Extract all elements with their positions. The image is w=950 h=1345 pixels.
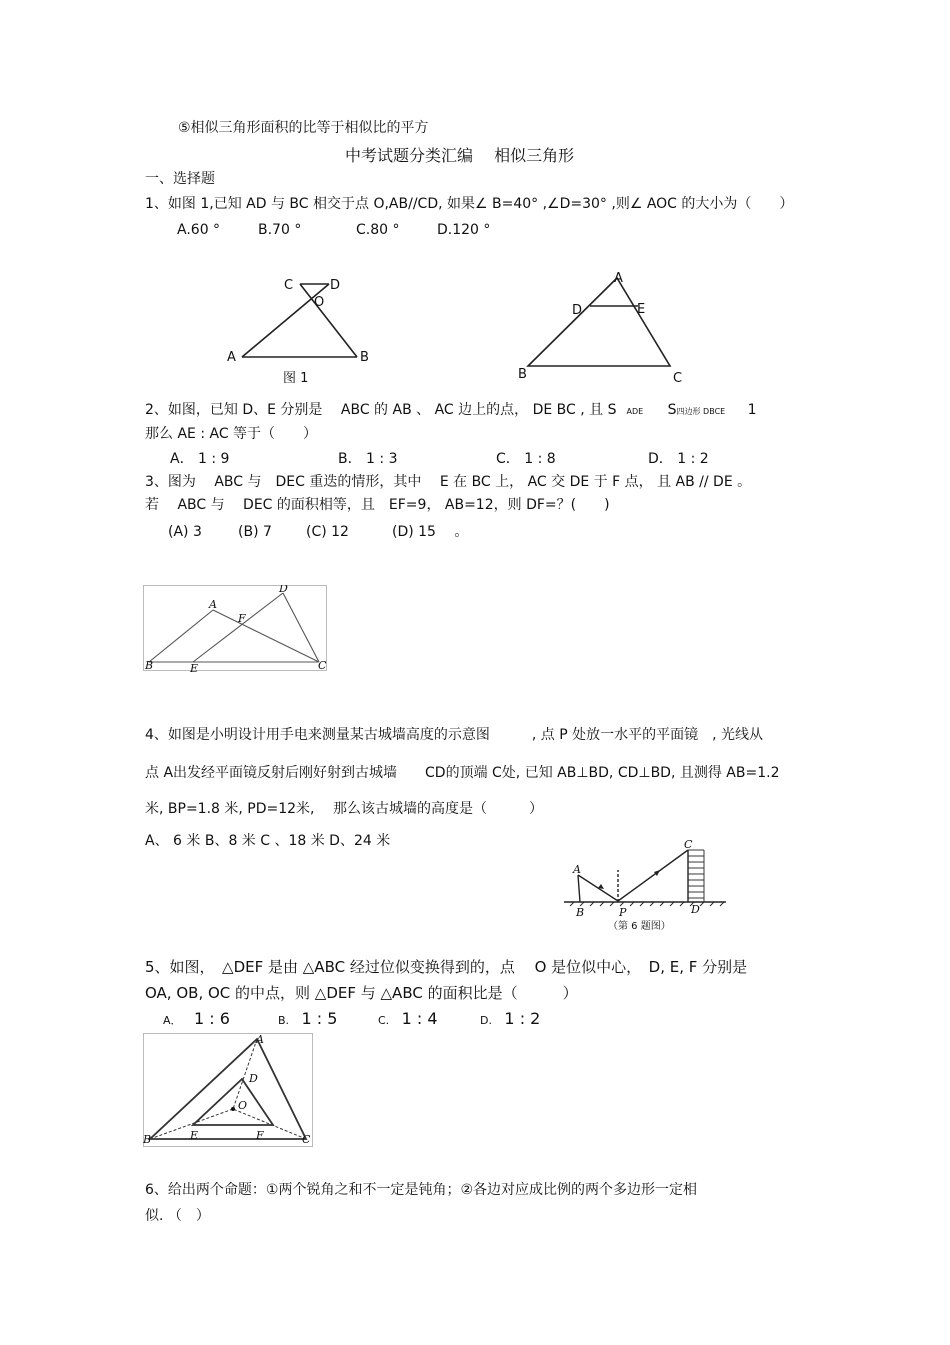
- segment-dc: [283, 593, 319, 662]
- question-5-option-b: [278, 1009, 337, 1029]
- label-f: F: [256, 1129, 264, 1142]
- question-1-option-a: A.60 °: [177, 222, 221, 238]
- question-2-option-c: C． 1 : 8: [496, 451, 556, 467]
- label-d: D: [572, 303, 583, 318]
- figure-question-4: [560, 835, 730, 935]
- segment-ab: [578, 875, 580, 902]
- light-ray-out: [618, 850, 688, 901]
- label-c: C: [684, 838, 693, 851]
- question-3-line-1: 3、图为 ABC 与 DEC 重迭的情形，其中 E 在 BC 上， AC 交 DE 于 F 点， 且 AB // DE 。: [145, 474, 752, 490]
- question-1-option-b: B.70 °: [258, 222, 302, 238]
- question-5-line-2: OA, OB, OC 的中点，则 △DEF 与 △ABC 的面积比是（ ）: [145, 984, 578, 1002]
- label-e: E: [190, 662, 199, 673]
- question-2-s2: S: [667, 402, 677, 418]
- triangle-abc: [150, 1039, 306, 1139]
- label-d: D: [691, 903, 700, 916]
- question-5-option-a-value: 1 : 6: [193, 1009, 230, 1028]
- figure-question-5: [143, 1033, 315, 1149]
- question-6-line-1: 6、给出两个命题：①两个锐角之和不一定是钝角；②各边对应成比例的两个多边形一定相: [145, 1182, 698, 1198]
- question-5-option-d: [480, 1009, 540, 1029]
- label-a: A: [573, 863, 581, 876]
- label-a: A: [614, 271, 623, 286]
- label-b: B: [145, 659, 154, 672]
- label-a: A: [227, 350, 236, 365]
- label-p: P: [619, 906, 627, 919]
- question-2-subscript-1: ADE: [626, 407, 644, 416]
- question-2-one: 1: [747, 402, 757, 418]
- intro-line: ⑤相似三角形面积的比等于相似比的平方: [178, 120, 429, 136]
- figure-question-3: [143, 585, 329, 673]
- segment-co: [233, 1109, 306, 1139]
- question-3-option-b: (B) 7: [238, 524, 272, 540]
- question-5-option-a: [163, 1009, 230, 1029]
- label-o: O: [238, 1099, 248, 1112]
- question-3-option-a: (A) 3: [168, 524, 202, 540]
- label-c: C: [318, 659, 327, 672]
- question-5-option-a-letter: A．: [163, 1014, 182, 1027]
- label-a: A: [209, 598, 217, 611]
- triangle-abc: [528, 278, 670, 366]
- question-4-line-1: 4、如图是小明设计用手电来测量某古城墙高度的示意图 , 点 P 处放一水平的平面镜 , 光线从: [145, 727, 764, 743]
- segment-ac: [213, 610, 319, 662]
- question-2-subscript-2: 四边形 DBCE: [676, 407, 726, 416]
- label-d: D: [279, 585, 288, 595]
- question-2-option-a: A． 1 : 9: [170, 451, 230, 467]
- question-5-option-d-value: 1 : 2: [504, 1009, 541, 1028]
- question-2-option-b: B． 1 : 3: [338, 451, 398, 467]
- question-1-option-d: D.120 °: [437, 222, 491, 238]
- label-a: A: [256, 1033, 264, 1046]
- label-c: C: [673, 371, 683, 386]
- question-1-option-c: C.80 °: [356, 222, 400, 238]
- question-4-line-2: 点 A出发经平面镜反射后刚好射到古城墙 CD的顶端 C处, 已知 AB⊥BD, CD⊥BD, 且测得 AB=1.2: [145, 765, 780, 781]
- question-4-line-3: 米, BP=1.8 米, PD=12米, 那么该古城墙的高度是（ ）: [145, 801, 543, 817]
- question-1-text: 1、如图 1,已知 AD 与 BC 相交于点 O,AB//CD, 如果∠ B=40° ,∠D=30° ,则∠ AOC 的大小为（ ）: [145, 196, 794, 212]
- label-b: B: [518, 367, 527, 382]
- figure-1: [220, 270, 380, 390]
- question-5-line-1: 5、如图， △DEF 是由 △ABC 经过位似变换得到的，点 O 是位似中心， D, E, F 分别是: [145, 958, 748, 976]
- label-f: F: [238, 612, 246, 625]
- question-5-option-b-letter: B.: [278, 1014, 290, 1027]
- question-3-option-d: (D) 15 。: [392, 524, 469, 540]
- question-2-main: 2、如图，已知 D、E 分别是 ABC 的 AB 、 AC 边上的点， DE BC , 且 S: [145, 402, 617, 418]
- question-5-option-b-value: 1 : 5: [301, 1009, 338, 1028]
- question-3-option-c: (C) 12: [306, 524, 349, 540]
- segment-ed: [193, 593, 283, 662]
- figure-1-caption: 图 1: [283, 371, 309, 386]
- label-d: D: [330, 278, 341, 293]
- question-5-option-c-letter: C.: [378, 1014, 390, 1027]
- figure-2: [510, 268, 690, 388]
- question-3-line-2: 若 ABC 与 DEC 的面积相等，且 EF=9， AB=12，则 DF=？( ): [145, 497, 610, 513]
- label-c: C: [284, 278, 294, 293]
- question-6-line-2: 似. （ ）: [145, 1208, 210, 1224]
- section-heading: 一、选择题: [145, 171, 215, 187]
- label-b: B: [360, 350, 369, 365]
- question-5-option-c-value: 1 : 4: [401, 1009, 438, 1028]
- label-o: O: [314, 295, 325, 310]
- segment-bc: [300, 284, 357, 357]
- question-5-option-c: [378, 1009, 438, 1029]
- label-d: D: [249, 1072, 258, 1085]
- question-2-line-2: 那么 AE : AC 等于（ ）: [145, 426, 318, 442]
- question-2-option-d: D． 1 : 2: [648, 451, 709, 467]
- question-5-option-d-letter: D.: [480, 1014, 492, 1027]
- label-e: E: [637, 302, 646, 317]
- figure-caption: （第 6 题图）: [608, 921, 671, 932]
- triangle-def: [193, 1079, 273, 1125]
- label-b: B: [576, 906, 585, 919]
- page-title: 中考试题分类汇编 相似三角形: [345, 146, 575, 165]
- question-2-line-1: [145, 402, 757, 419]
- label-c: C: [302, 1133, 311, 1146]
- label-b: B: [143, 1133, 152, 1146]
- label-e: E: [190, 1129, 199, 1142]
- question-4-options: A、 6 米 B、8 米 C 、18 米 D、24 米: [145, 833, 391, 849]
